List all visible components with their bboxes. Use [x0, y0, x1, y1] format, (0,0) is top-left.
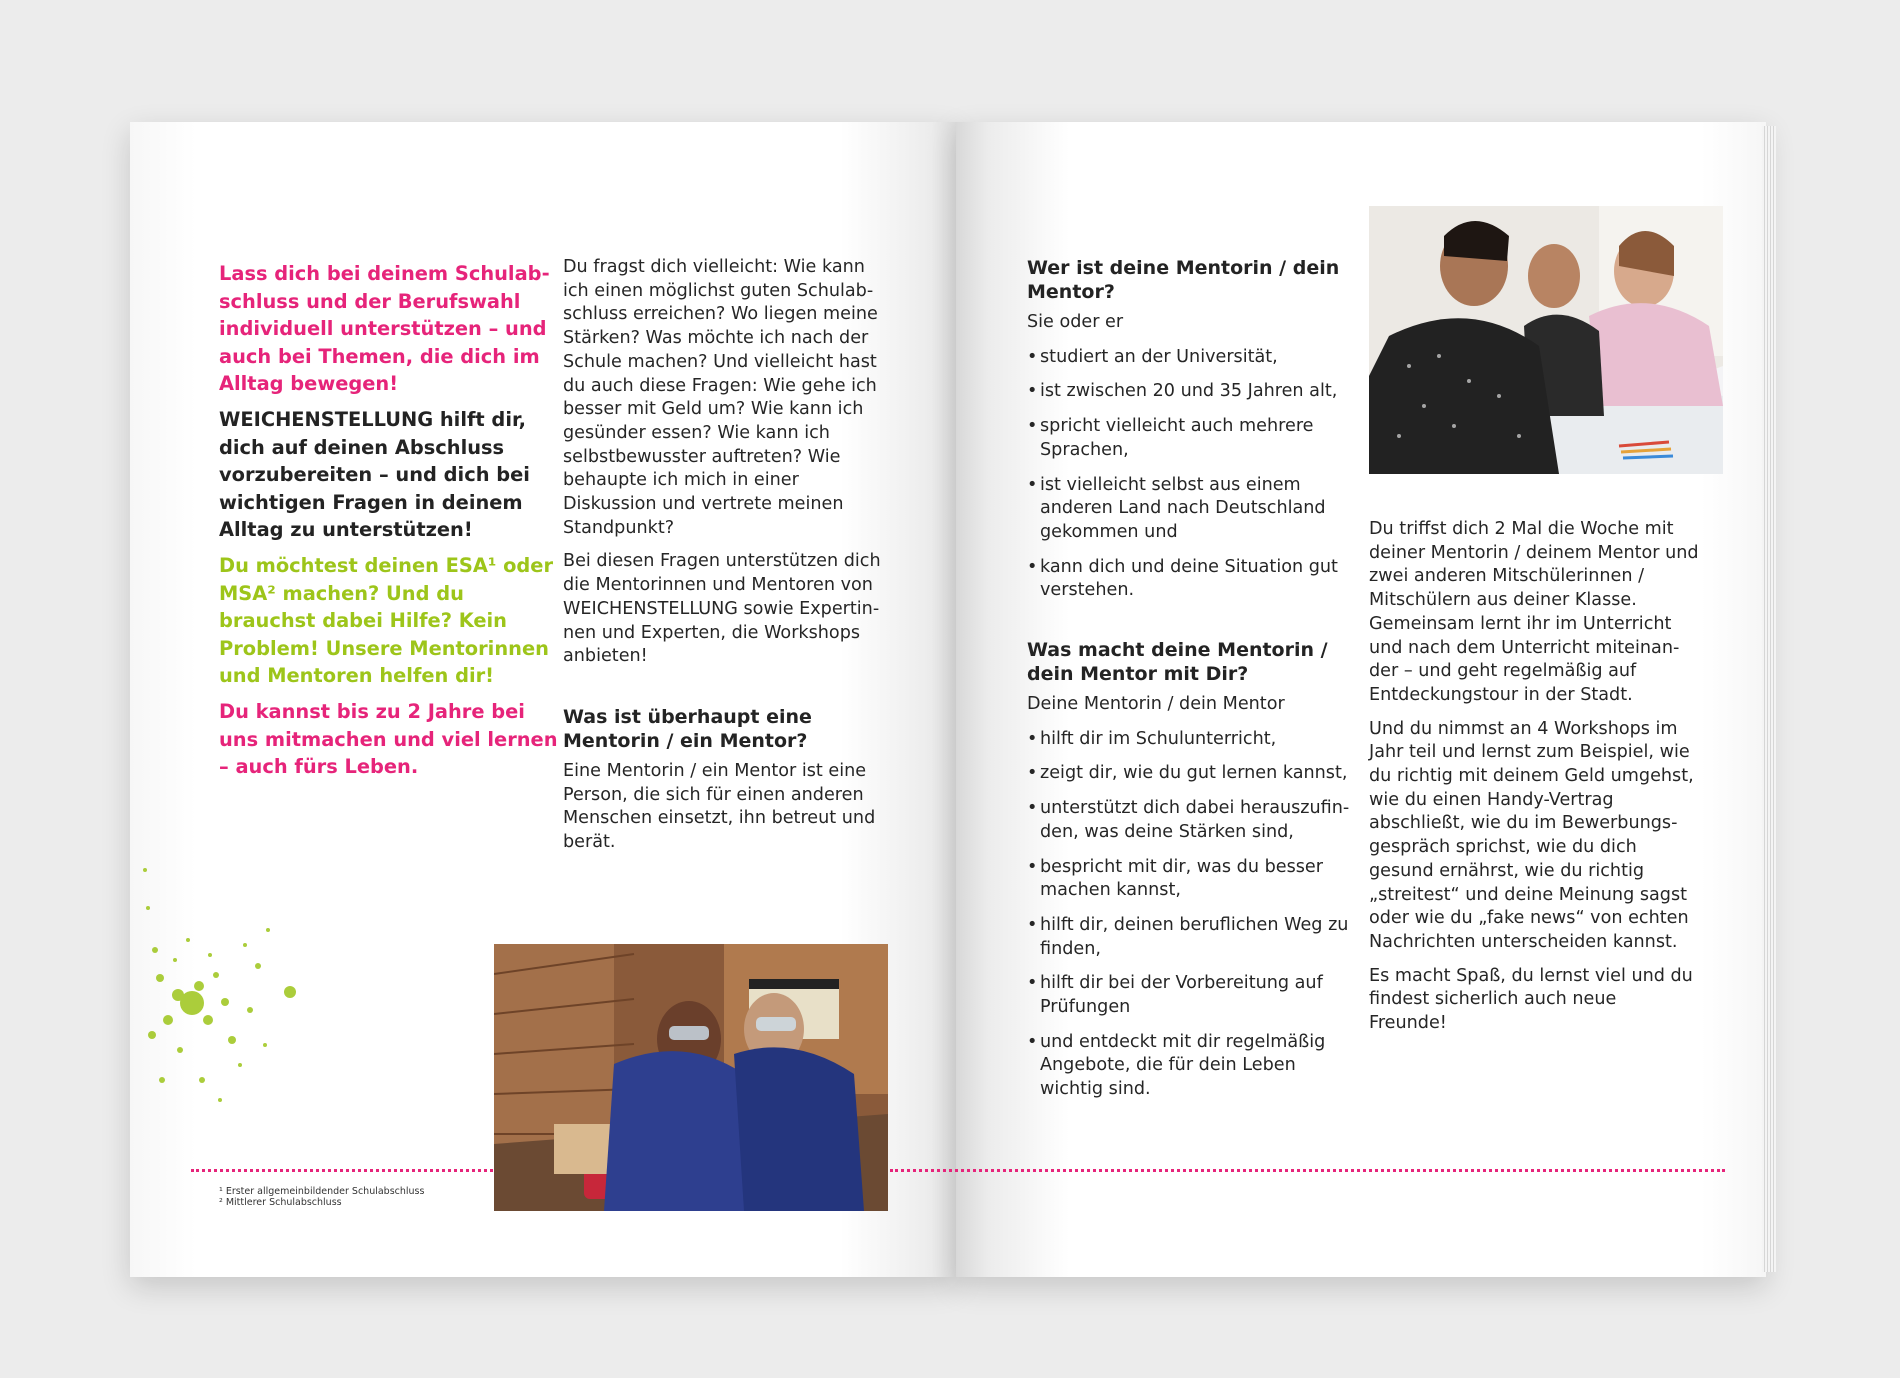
heading-was-macht-mentor: Was macht deine Mentorin / dein Mentor mit Dir? [1027, 639, 1328, 686]
mentor-activities-list [1027, 728, 1357, 1102]
intro-column [219, 260, 559, 789]
list-item: • spricht vielleicht auch mehrere Sprachen, [1027, 415, 1357, 462]
intro-paragraph-4: Du kannst bis zu 2 Jahre bei uns mitmachen und viel lernen – auch fürs Leben. [219, 699, 558, 779]
mentor-traits-list [1027, 346, 1357, 603]
heading-was-ist-mentor: Was ist überhaupt eine Mentorin / ein Mentor? [563, 705, 812, 752]
intro-paragraph-3: Du möchtest deinen ESA¹ oder MSA² machen? Und du brauchst dabei Hilfe? Kein Problem! Unsere Mentorinnen und Mentoren helfen dir! [219, 553, 554, 688]
col4-paragraph-1: Du triffst dich 2 Mal die Woche mit deiner Mentorin / deinem Mentor und zwei anderen Mitschülerinnen / Mitschülern aus deiner Klasse. Gemeinsam lernt ihr im Unterricht und nach dem Unterricht miteinander – und geht regelmäßig auf Entdeckungstour in der Stadt. [1369, 519, 1699, 705]
mentor-info-column [1027, 256, 1357, 1113]
paint-splatter [140, 850, 310, 1120]
footnote-1: ¹ Erster allgemeinbildender Schulabschluss [219, 1186, 425, 1197]
intro-paragraph-2: WEICHENSTELLUNG hilft dir, dich auf deinen Abschluss vorzubereiten – und dich bei wichtigen Fragen in deinem Alltag zu unterstützen! [219, 407, 530, 542]
dotted-divider-right [890, 1169, 1725, 1172]
heading-wer-ist-mentor: Wer ist deine Mentorin / dein Mentor? [1027, 257, 1340, 303]
list-item: • hilft dir im Schulunterricht, [1027, 728, 1357, 752]
col4-paragraph-2: Und du nimmst an 4 Workshops im Jahr teil und lernst zum Beispiel, wie du richtig mit deinem Geld umgehst, wie du einen Handy-Vertrag abschließt, wie du im Bewerbungsgespräch sprichst, wie du dich gesund ernährst, wie du richtig „streitest“ und deine Meinung sagst oder wie du „fake news“ von echten Nachrichten unterscheiden kannst. [1369, 718, 1694, 952]
list-item: • hilft dir bei der Vorbereitung auf Prüfungen [1027, 972, 1357, 1019]
list-item: • ist vielleicht selbst aus einem anderen Land nach Deutschland gekommen und [1027, 474, 1357, 545]
page-stack-edge [1762, 126, 1776, 1272]
list-item: • hilft dir, deinen beruflichen Weg zu finden, [1027, 914, 1357, 961]
intro-paragraph-1: Lass dich bei deinem Schulabschluss und der Berufswahl individuell unterstützen – und auch bei Themen, die dich im Alltag bewegen! [219, 262, 550, 396]
left-text-column [563, 256, 893, 865]
list-item: • bespricht mit dir, was du besser machen kannst, [1027, 856, 1357, 903]
lead-sie-oder-er: Sie oder er [1027, 312, 1124, 332]
list-item: • studiert an der Universität, [1027, 346, 1357, 370]
program-details-column [1369, 518, 1699, 1046]
col2-paragraph-1: Du fragst dich vielleicht: Wie kann ich einen möglichst guten Schulabschluss erreichen? Wo liegen meine Stärken? Was möchte ich nach der Schule machen? Und vielleicht hast du auch diese Fragen: Wie gehe ich besser mit Geld um? Wie kann ich gesünder essen? Wie kann ich selbstbewusster auftreten? Wie behaupte ich mich in einer Diskussion und vertrete meinen Standpunkt? [563, 257, 878, 538]
list-item: • kann dich und deine Situation gut verstehen. [1027, 556, 1357, 603]
list-item: • unterstützt dich dabei herauszufinden, was deine Stärken sind, [1027, 797, 1357, 844]
group-photo [1369, 206, 1723, 474]
col4-paragraph-3: Es macht Spaß, du lernst viel und du findest sicherlich auch neue Freunde! [1369, 965, 1693, 1034]
col2-paragraph-3: Eine Mentorin / ein Mentor ist eine Person, die sich für einen anderen Menschen einsetzt, ihn betreut und berät. [563, 760, 876, 853]
list-item: • ist zwischen 20 und 35 Jahren alt, [1027, 380, 1357, 404]
footnotes [219, 1186, 519, 1208]
col2-paragraph-2: Bei diesen Fragen unterstützen dich die Mentorinnen und Mentoren von WEICHENSTELLUNG sowie Expertinnen und Experten, die Workshops anbieten! [563, 551, 881, 667]
footnote-2: ² Mittlerer Schulabschluss [219, 1197, 342, 1208]
list-item: • und entdeckt mit dir regelmäßig Angebote, die für dein Leben wichtig sind. [1027, 1031, 1357, 1102]
lead-deine-mentorin: Deine Mentorin / dein Mentor [1027, 694, 1285, 715]
workshop-photo [494, 944, 888, 1211]
dotted-divider-left [191, 1169, 493, 1172]
list-item: • zeigt dir, wie du gut lernen kannst, [1027, 762, 1357, 786]
